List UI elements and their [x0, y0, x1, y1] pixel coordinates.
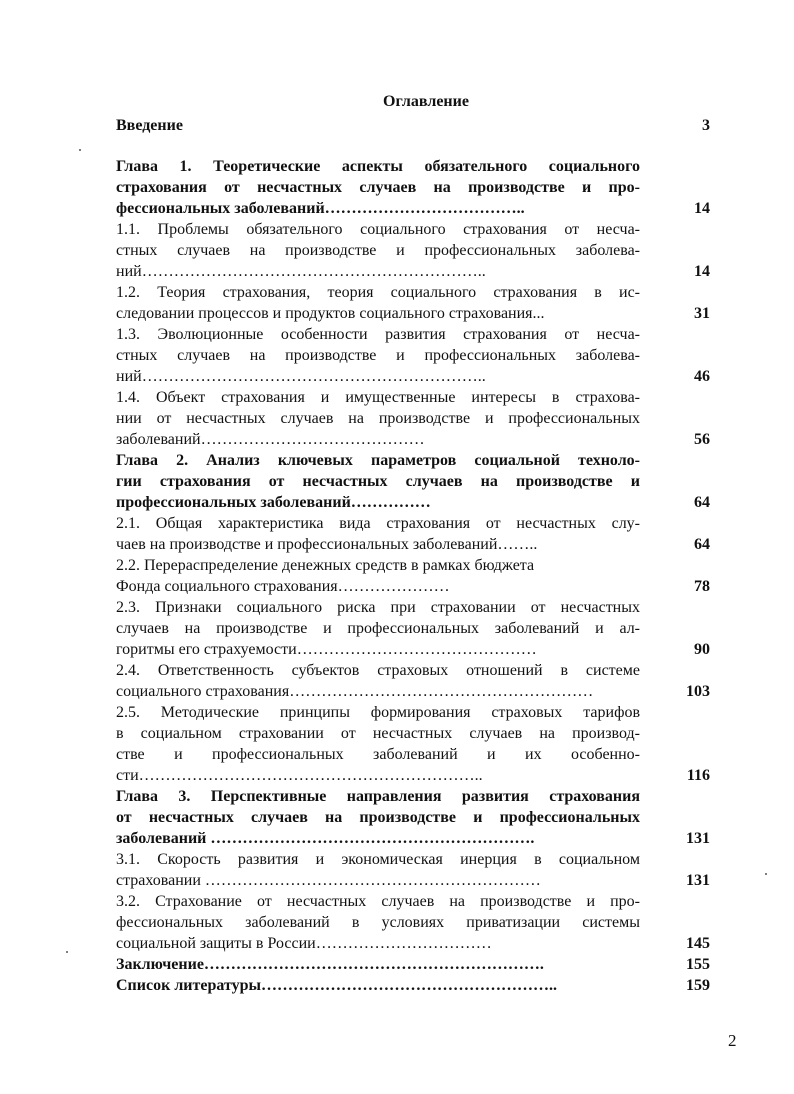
toc-entry-section-2-1	[116, 513, 640, 555]
toc-page-number: 64	[694, 536, 710, 553]
toc-entry-section-1-1	[116, 219, 640, 282]
toc-page-number: 131	[686, 830, 710, 847]
toc-entry-line: следовании процессов и продуктов социального страхования...	[116, 305, 545, 322]
toc-entry-line: заболеваний …………………………………………………….	[116, 830, 535, 847]
toc-entry-line: сти………………………………………………………..	[116, 767, 483, 784]
toc-entry-line: фессиональных заболеваний………………………………..	[116, 200, 525, 217]
toc-page-number: 159	[686, 977, 710, 994]
toc-entry-section-1-4	[116, 387, 640, 450]
toc-entry-line: ний………………………………………………………..	[116, 263, 486, 280]
toc-entry-line: 3.2. Страхование от несчастных случаев на производстве и про-	[116, 893, 640, 910]
toc-entry-section-2-5	[116, 702, 640, 786]
toc-entry-chapter-1	[116, 156, 640, 219]
toc-entry-line: Глава 2. Анализ ключевых параметров социальной техноло-	[116, 452, 640, 469]
toc-page-number: 103	[686, 683, 710, 700]
toc-entry-line: 3.1. Скорость развития и экономическая инерция в социальном	[116, 851, 640, 868]
toc-entry-line: стных случаев на производстве и профессиональных заболева-	[116, 347, 640, 364]
toc-entry-line: Глава 1. Теоретические аспекты обязательного социального	[116, 158, 640, 175]
toc-entry-line: фессиональных заболеваний в условиях приватизации системы	[116, 914, 640, 931]
toc-page-number: 90	[694, 641, 710, 658]
toc-entry-line: стве и профессиональных заболеваний и их особенно-	[116, 746, 640, 763]
toc-entry-section-1-3	[116, 324, 640, 387]
toc-page-number: 116	[686, 767, 710, 784]
toc-entry-section-3-1	[116, 849, 640, 891]
scan-speck	[765, 873, 767, 875]
toc-entry-line: в социальном страховании от несчастных случаев на производ-	[116, 725, 640, 742]
toc-entry-line: заболеваний……………………………………	[116, 431, 425, 448]
toc-entry-line: страхования от несчастных случаев на производстве и про-	[116, 179, 640, 196]
toc-entry-line: 1.2. Теория страхования, теория социального страхования в ис-	[116, 284, 640, 301]
toc-entry-section-3-2	[116, 891, 640, 954]
toc-page-number: 155	[686, 956, 710, 973]
toc-page-number: 64	[694, 494, 710, 511]
toc-page-number: 145	[686, 935, 710, 952]
scan-speck	[79, 149, 81, 151]
toc-entry-section-1-2	[116, 282, 640, 324]
toc-entry-line: профессиональных заболеваний……………	[116, 494, 431, 511]
toc-entry-introduction	[116, 115, 640, 136]
page-number: 2	[728, 1031, 737, 1050]
toc-entry-line: Список литературы………………………………………………..	[116, 977, 557, 994]
scan-speck	[66, 951, 68, 953]
toc-entry-line: чаев на производстве и профессиональных заболеваний……..	[116, 536, 538, 553]
toc-entry-line: 1.4. Объект страхования и имущественные интересы в страхова-	[116, 389, 640, 406]
toc-entry-line: социального страхования…………………………………………………	[116, 683, 594, 700]
toc-page-number: 14	[694, 263, 710, 280]
toc-entry-line: Заключение……………………………………………………….	[116, 956, 544, 973]
toc-entry-conclusion	[116, 954, 640, 975]
toc-entry-bibliography	[116, 975, 640, 996]
toc-entry-line: страховании ………………………………………………………	[116, 872, 541, 889]
toc-entry-section-2-2	[116, 555, 640, 597]
toc-entry-line: 2.2. Перераспределение денежных средств в рамках бюджета	[116, 557, 535, 574]
toc-entry-line: 2.4. Ответственность субъектов страховых отношений в системе	[116, 662, 640, 679]
toc-page-number: 31	[694, 305, 710, 322]
toc-page-number: 131	[686, 872, 710, 889]
toc-entry-line: ний………………………………………………………..	[116, 368, 486, 385]
toc-entry-line: 1.1. Проблемы обязательного социального страхования от несча-	[116, 221, 640, 238]
toc-title: Оглавление	[383, 93, 469, 110]
toc-entry-line: социальной защиты в России……………………………	[116, 935, 492, 952]
toc-entry-line: нии от несчастных случаев на производстве и профессиональных	[116, 410, 640, 427]
toc-entry-line: гии страхования от несчастных случаев на производстве и	[116, 473, 640, 490]
toc-entry-line: Введение	[116, 117, 183, 134]
toc-entry-line: стных случаев на производстве и профессиональных заболева-	[116, 242, 640, 259]
toc-entry-line: 2.5. Методические принципы формирования страховых тарифов	[116, 704, 640, 721]
toc-entry-section-2-3	[116, 597, 640, 660]
toc-entry-section-2-4	[116, 660, 640, 702]
toc-page-number: 56	[694, 431, 710, 448]
toc-entry-line: Глава 3. Перспективные направления развития страхования	[116, 788, 640, 805]
toc-page-number: 46	[694, 368, 710, 385]
toc-entry-chapter-3	[116, 786, 640, 849]
toc-entry-line: 2.3. Признаки социального риска при страховании от несчастных	[116, 599, 640, 616]
toc-page-number: 78	[694, 578, 710, 595]
toc-entry-chapter-2	[116, 450, 640, 513]
toc-page-number: 14	[694, 200, 710, 217]
toc-entry-line: 1.3. Эволюционные особенности развития страхования от несча-	[116, 326, 640, 343]
toc-entry-line: случаев на производстве и профессиональных заболеваний и ал-	[116, 620, 640, 637]
toc-page-number: 3	[702, 117, 710, 134]
toc-entry-line: от несчастных случаев на производстве и профессиональных	[116, 809, 640, 826]
toc-entry-line: Фонда социального страхования…………………	[116, 578, 450, 595]
toc-entry-line: горитмы его страхуемости………………………………………	[116, 641, 537, 658]
toc-entry-line: 2.1. Общая характеристика вида страхования от несчастных слу-	[116, 515, 640, 532]
